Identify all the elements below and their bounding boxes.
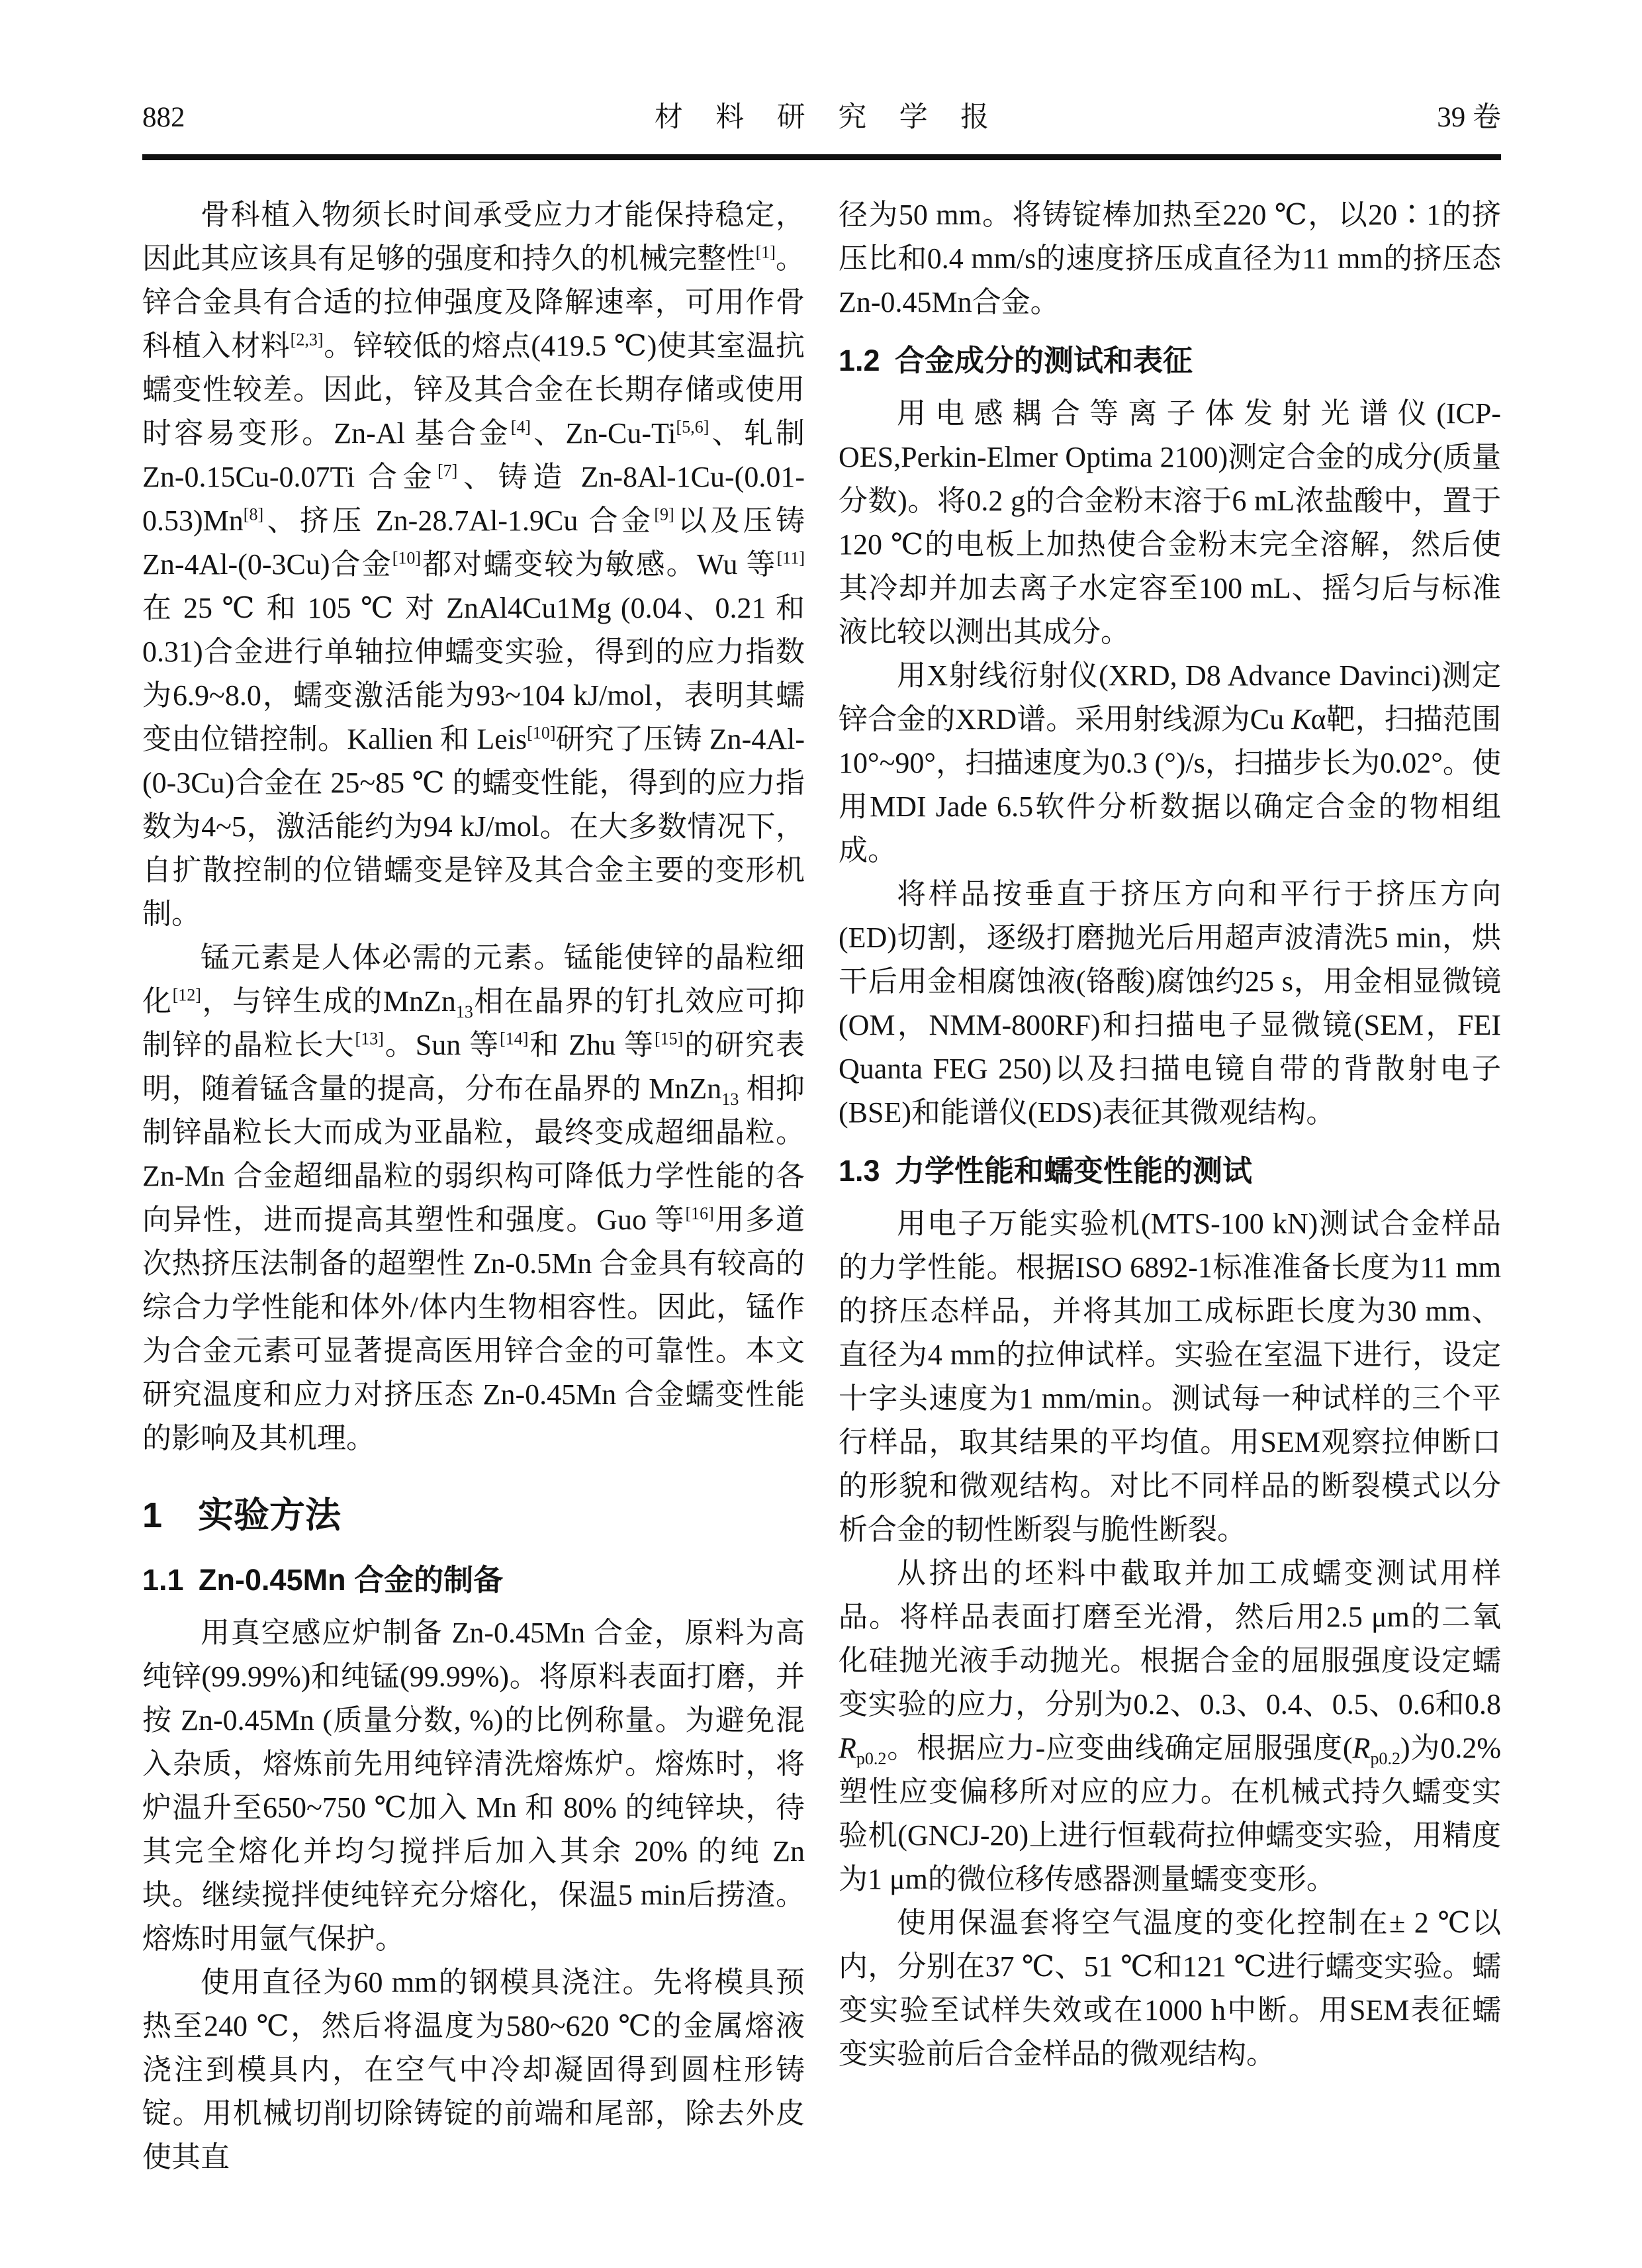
body-paragraph: 用真空感应炉制备 Zn-0.45Mn 合金，原料为高纯锌(99.99%)和纯锰(99.99%)。将原料表面打磨，并按 Zn-0.45Mn (质量分数, %)的比例称量。为避免混入杂质，熔炼前先用纯锌清洗熔炼炉。熔炼时，将炉温升至650~750 ℃加入 Mn 和 80% 的纯锌块，待其完全熔化并均匀搅拌后加入其余 20% 的纯 Zn 块。继续搅拌使纯锌充分熔化，保温5 min后捞渣。熔炼时用氩气保护。 (142, 1617, 805, 1955)
body-paragraph: 径为50 mm。将铸锭棒加热至220 ℃，以20∶1的挤压比和0.4 mm/s的速度挤压成直径为11 mm的挤压态Zn-0.45Mn合金。 (839, 199, 1501, 318)
column-left (142, 193, 805, 2179)
section-heading: 1 实验方法 (142, 1495, 342, 1535)
body-paragraph: 从挤出的坯料中截取并加工成蠕变测试用样品。将样品表面打磨至光滑，然后用2.5 μm的二氧化硅抛光液手动抛光。根据合金的屈服强度设定蠕变实验的应力，分别为0.2、0.3、0.4、0.5、0.6和0.8 $R_{p0.2}$。根据应力-应变曲线确定屈服强度$(R_{p0.2})$为0.2%塑性应变偏移所对应的应力。在机械式持久蠕变实验机(GNCJ-20)上进行恒载荷拉伸蠕变实验，用精度为1 μm的微位移传感器测量蠕变变形。 (839, 1557, 1501, 1895)
body-paragraph: 使用保温套将空气温度的变化控制在± 2 ℃以内，分别在37 ℃、51 ℃和121 ℃进行蠕变实验。蠕变实验至试样失效或在1000 h中断。用SEM表征蠕变实验前后合金样品的微观结构。 (839, 1907, 1501, 2070)
page-number: 882 (142, 102, 185, 133)
page-header (142, 101, 1501, 135)
column-right (839, 193, 1501, 2179)
body-paragraph: 用电子万能实验机(MTS-100 kN)测试合金样品的力学性能。根据ISO 6892-1标准准备长度为11 mm的挤压态样品，并将其加工成标距长度为30 mm、直径为4 mm的拉伸试样。实验在室温下进行，设定十字头速度为1 mm/min。测试每一种试样的三个平行样品，取其结果的平均值。用SEM观察拉伸断口的形貌和微观结构。对比不同样品的断裂模式以分析合金的韧性断裂与脆性断裂。 (839, 1207, 1501, 1546)
body-paragraph: 锰元素是人体必需的元素。锰能使锌的晶粒细化[12]，与锌生成的MnZn$_{13}$相在晶界的钉扎效应可抑制锌的晶粒长大[13]。Sun 等[14]和 Zhu 等[15]的研究表明，随着锰含量的提高，分布在晶界的 MnZn$_{13}$ 相抑制锌晶粒长大而成为亚晶粒，最终变成超细晶粒。Zn-Mn 合金超细晶粒的弱织构可降低力学性能的各向异性，进而提高其塑性和强度。Guo 等[16]用多道次热挤压法制备的超塑性 Zn-0.5Mn 合金具有较高的综合力学性能和体外/体内生物相容性。因此，锰作为合金元素可显著提高医用锌合金的可靠性。本文研究温度和应力对挤压态 Zn-0.45Mn 合金蠕变性能的影响及其机理。 (142, 941, 805, 1454)
subsection-heading: 1.2 合金成分的测试和表征 (839, 344, 1193, 377)
body-paragraph: 将样品按垂直于挤压方向和平行于挤压方向(ED)切割，逐级打磨抛光后用超声波清洗5 min，烘干后用金相腐蚀液(铬酸)腐蚀约25 s，用金相显微镜(OM，NMM-800RF)和扫描电子显微镜(SEM，FEI Quanta FEG 250)以及扫描电镜自带的背散射电子(BSE)和能谱仪(EDS)表征其微观结构。 (839, 878, 1501, 1129)
journal-title: 材 料 研 究 学 报 (654, 102, 1002, 133)
subsection-heading: 1.3 力学性能和蠕变性能的测试 (839, 1154, 1253, 1188)
volume-label: 39 卷 (1437, 102, 1501, 133)
body-paragraph: 使用直径为60 mm的钢模具浇注。先将模具预热至240 ℃，然后将温度为580~620 ℃的金属熔液浇注到模具内，在空气中冷却凝固得到圆柱形铸锭。用机械切削切除铸锭的前端和尾部，除去外皮使其直 (142, 1966, 805, 2173)
body-paragraph: 用电感耦合等离子体发射光谱仪(ICP-OES,Perkin-Elmer Optima 2100)测定合金的成分(质量分数)。将0.2 g的合金粉末溶于6 mL浓盐酸中，置于120 ℃的电板上加热使合金粉末完全溶解，然后使其冷却并加去离子水定容至100 mL、摇匀后与标准液比较以测出其成分。 (839, 397, 1501, 648)
subsection-heading: 1.1 Zn-0.45Mn 合金的制备 (142, 1563, 504, 1597)
header-rule (142, 154, 1501, 160)
body-paragraph: 骨科植入物须长时间承受应力才能保持稳定，因此其应该具有足够的强度和持久的机械完整性[1]。锌合金具有合适的拉伸强度及降解速率，可用作骨科植入材料[2,3]。锌较低的熔点(419.5 ℃)使其室温抗蠕变性较差。因此，锌及其合金在长期存储或使用时容易变形。Zn-Al 基合金[4]、Zn-Cu-Ti[5,6]、轧制 Zn-0.15Cu-0.07Ti 合金[7]、铸造 Zn-8Al-1Cu-(0.01-0.53)Mn[8]、挤压 Zn-28.7Al-1.9Cu 合金[9]以及压铸 Zn-4Al-(0-3Cu)合金[10]都对蠕变较为敏感。Wu 等[11]在 25 ℃ 和 105 ℃ 对 ZnAl4Cu1Mg (0.04、0.21 和 0.31)合金进行单轴拉伸蠕变实验，得到的应力指数为6.9~8.0，蠕变激活能为93~104 kJ/mol，表明其蠕变由位错控制。Kallien 和 Leis[10]研究了压铸 Zn-4Al-(0-3Cu)合金在 25~85 ℃ 的蠕变性能，得到的应力指数为4~5，激活能约为94 kJ/mol。在大多数情况下，自扩散控制的位错蠕变是锌及其合金主要的变形机制。 (142, 199, 805, 930)
body-paragraph: 用X射线衍射仪(XRD, D8 Advance Davinci)测定锌合金的XRD谱。采用射线源为Cu Kα靶，扫描范围 10°~90°，扫描速度为0.3 (°)/s，扫描步长为0.02°。使用MDI Jade 6.5软件分析数据以确定合金的物相组成。 (839, 659, 1501, 867)
page-content (142, 193, 1501, 2179)
